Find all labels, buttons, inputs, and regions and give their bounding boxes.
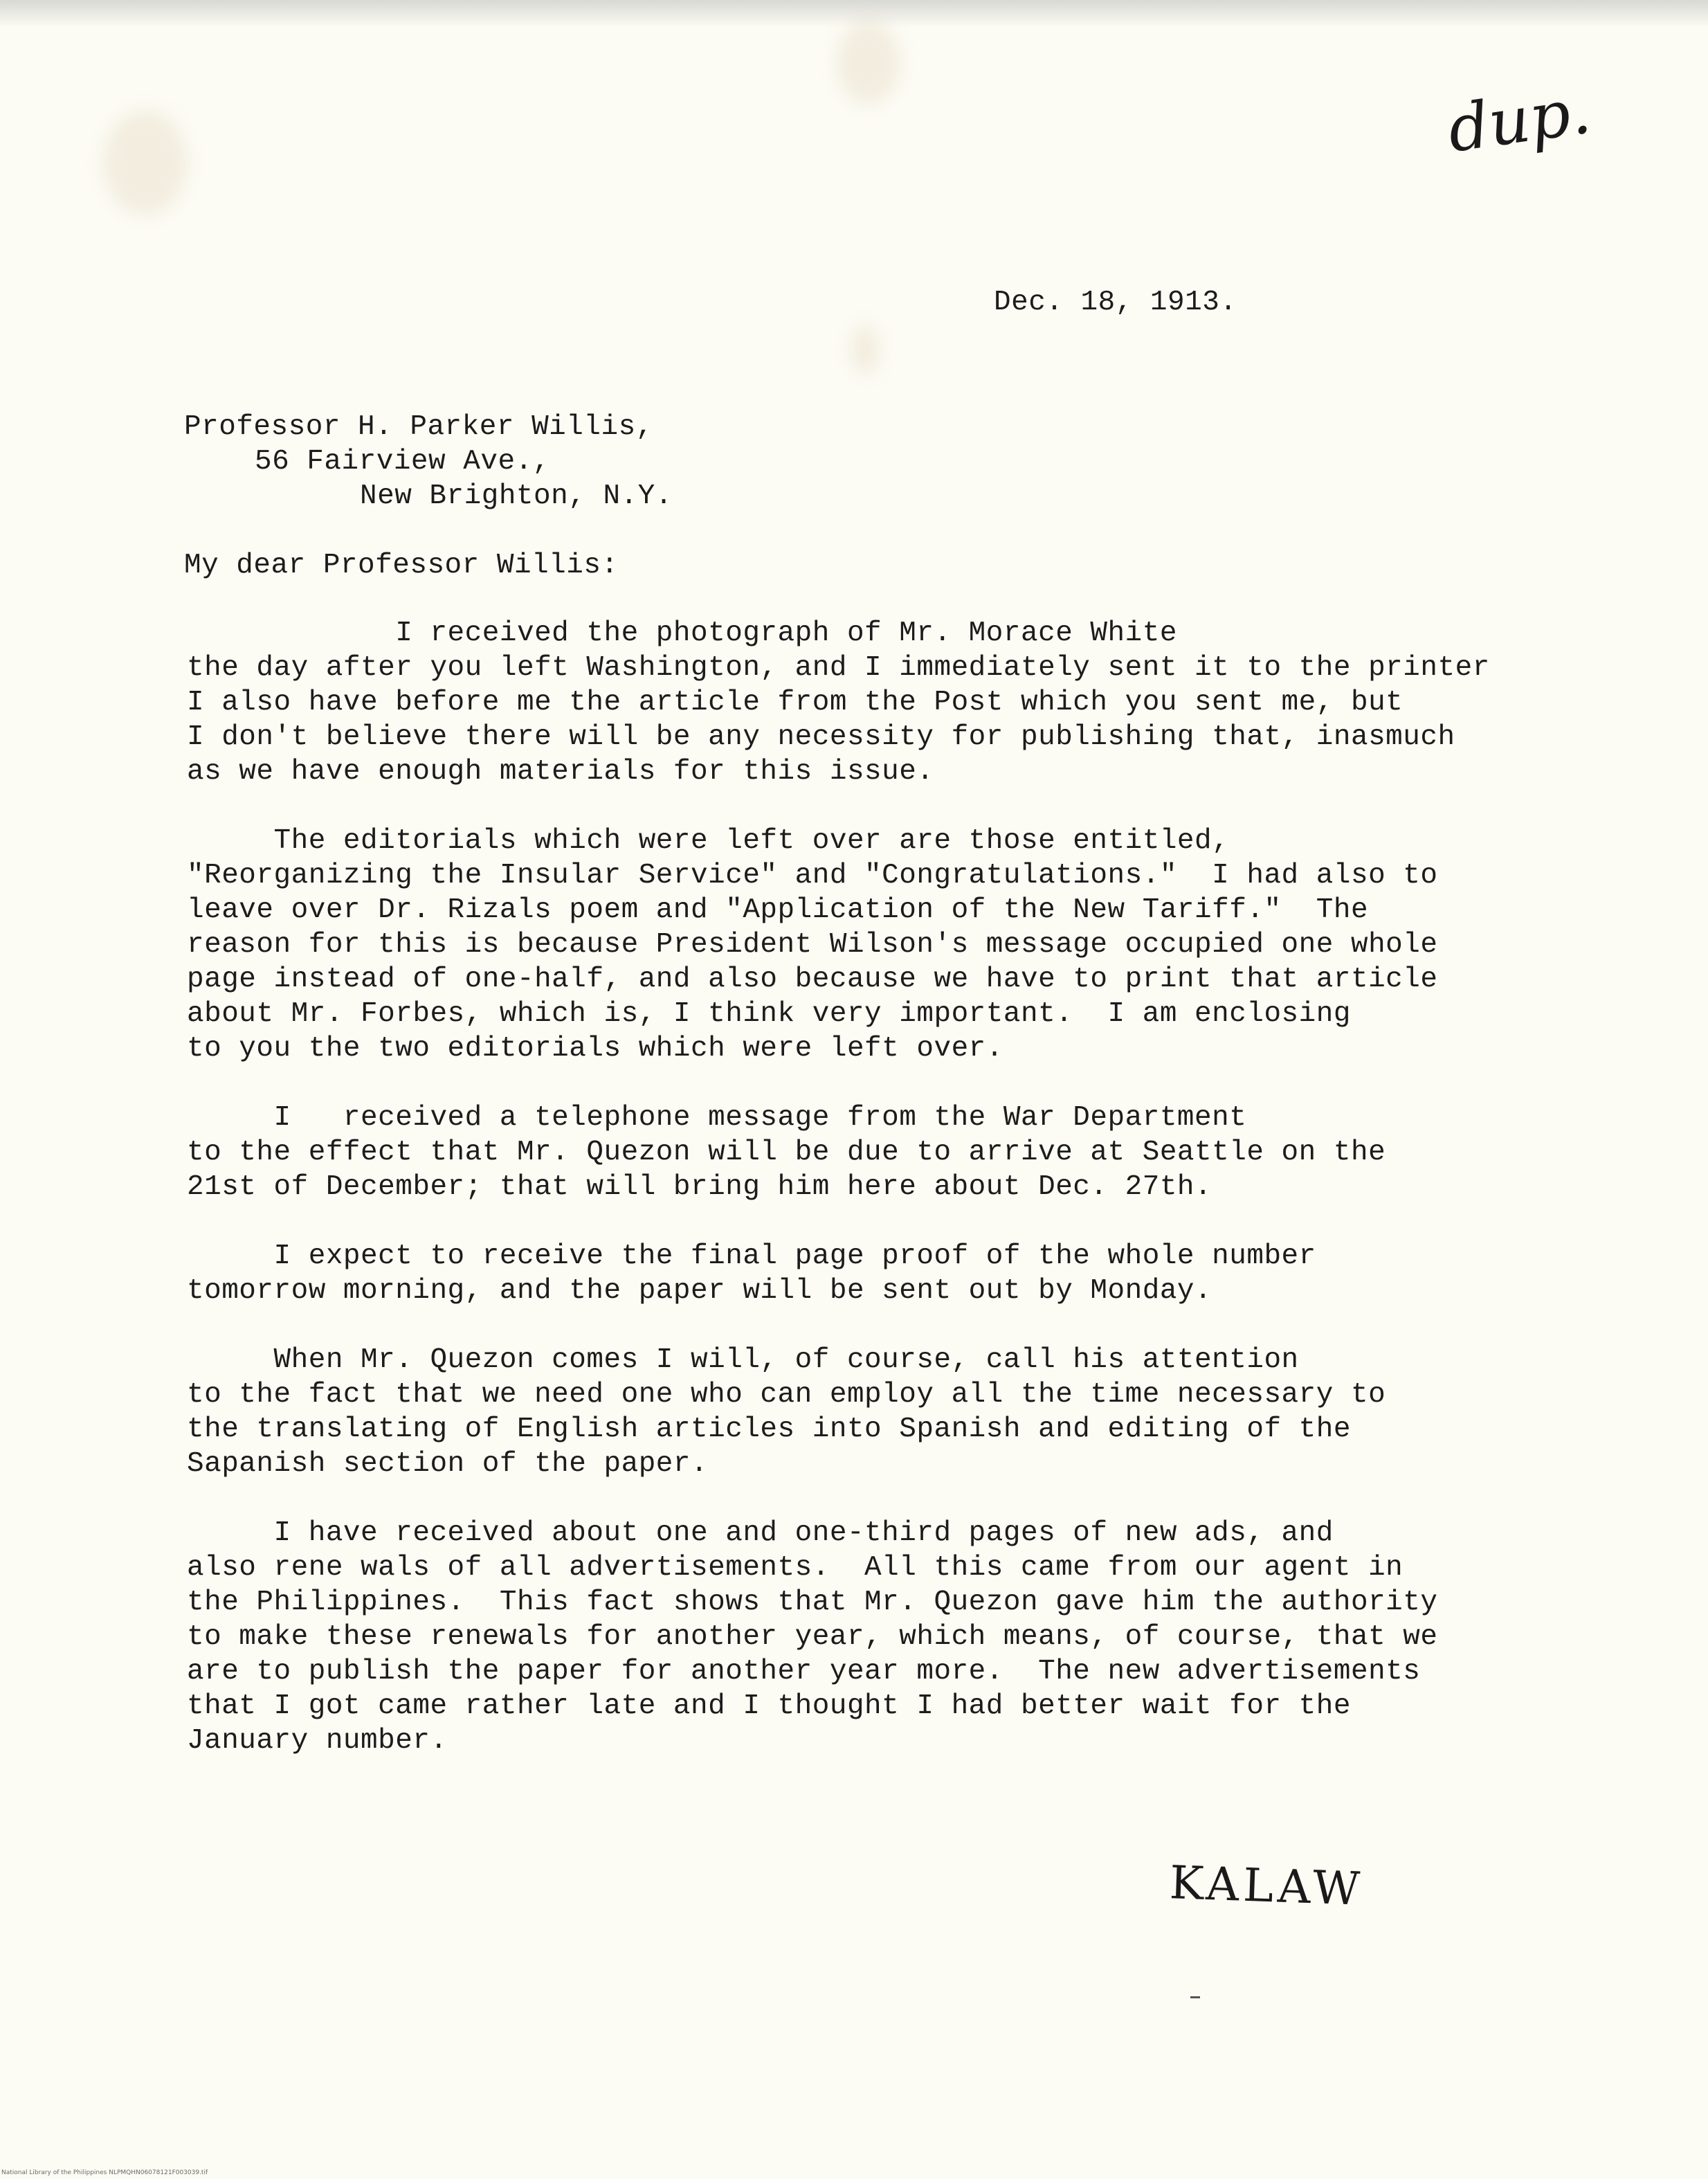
salutation: My dear Professor Willis: [184,550,619,581]
paper-stain [851,325,879,374]
paper-stain [837,21,900,104]
scan-edge-shadow [0,0,1708,28]
recipient-name: Professor H. Parker Willis, [184,411,653,443]
letter-date: Dec. 18, 1913. [994,287,1237,318]
archive-footer: National Library of the Philippines NLPMQHN06078121F003039.tif [1,2169,208,2176]
paragraph-photograph: I received the photograph of Mr. Morace White the day after you left Washington, and I immediately sent it to the printer I also have before me the article from the Post which you sent me, but I don't believe there will be any necessity for publishing that, inasmuch as we have enough materials for this issue. [187,617,1490,788]
paragraph-telephone: I received a telephone message from the War Department to the effect that Mr. Quezon will be due to arrive at Seattle on the 21st of December; that will bring him here about Dec. 27th. [187,1102,1386,1203]
paper-stain [104,111,187,215]
handwritten-note: dup. [1443,73,1595,167]
paragraph-advertisements: I have received about one and one-third pages of new ads, and also rene wals of all advertisements. All this came from our agent in the Philippines. This fact shows that Mr. Quezon gave him the authority to make these renewals for another year, which means, of course, that we are to publish the paper for another year more. The new advertisements that I got came rather late and I thought I had better wait for the January number. [187,1517,1438,1757]
stray-mark [1190,1996,1200,1998]
letter-body [187,616,1516,1793]
recipient-city: New Brighton, N.Y. [360,480,673,512]
recipient-street: 56 Fairview Ave., [255,446,550,478]
paragraph-page-proof: I expect to receive the final page proof of the whole number tomorrow morning, and the paper will be sent out by Monday. [187,1240,1316,1307]
paragraph-quezon: When Mr. Quezon comes I will, of course, call his attention to the fact that we need one who can employ all the time necessary to the translating of English articles into Spanish and editing of the Sapanish section of the paper. [187,1344,1386,1480]
paragraph-editorials: The editorials which were left over are those entitled, "Reorganizing the Insular Service" and "Congratulations." I had also to leave over Dr. Rizals poem and "Application of the New Tariff." The reason for this is because President Wilson's message occupied one whole page instead of one-half, and also because we have to print that article about Mr. Forbes, which is, I think very important. I am enclosing to you the two editorials which were left over. [187,825,1438,1065]
handwritten-signature: KALAW [1168,1856,1365,1916]
